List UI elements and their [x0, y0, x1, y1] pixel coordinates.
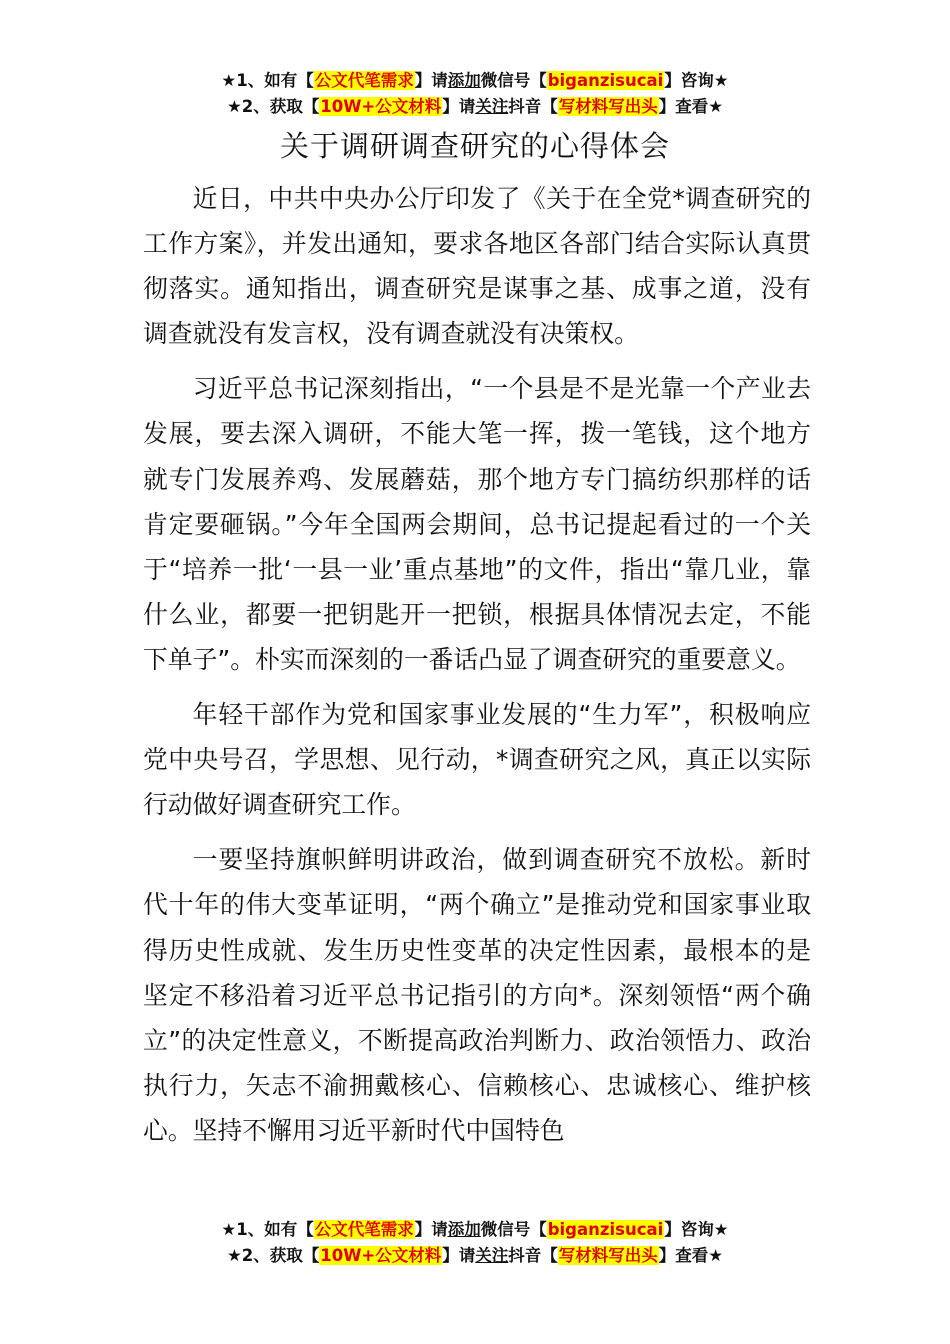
promo-line-2: ★2、获取【10W+公文材料】请关注抖音【写材料写出头】查看★ — [226, 97, 724, 116]
promo-highlight-wechat-id: biganzisucai — [547, 71, 664, 90]
promo-line-1: ★1、如有【公文代笔需求】请添加微信号【biganzisucai】咨询★ — [221, 1220, 729, 1239]
promo-highlight-materials: 10W+公文材料 — [320, 97, 442, 116]
paragraph: 一要坚持旗帜鲜明讲政治，做到调查研究不放松。新时代十年的伟大变革证明，“两个确立”是推动党和国家事业取得历史性成就、发生历史性变革的决定性因素，最根本的是坚定不移沿着习近平总书记指引的方向*。深刻领悟“两个确立”的决定性意义，不断提高政治判断力、政治领悟力、政治执行力，矢志不渝拥戴核心、信赖核心、忠诚核心、维护核心。坚持不懈用习近平新时代中国特色 — [143, 845, 811, 1145]
promo-highlight-wechat-id: biganzisucai — [547, 1220, 664, 1239]
promo-highlight-materials: 10W+公文材料 — [320, 1246, 442, 1265]
promo-highlight-service: 公文代笔需求 — [314, 1220, 414, 1239]
promo-line-1: ★1、如有【公文代笔需求】请添加微信号【biganzisucai】咨询★ — [221, 71, 729, 90]
promo-line-2: ★2、获取【10W+公文材料】请关注抖音【写材料写出头】查看★ — [226, 1246, 724, 1265]
promo-header — [0, 68, 950, 120]
promo-footer — [0, 1217, 950, 1269]
promo-highlight-service: 公文代笔需求 — [314, 71, 414, 90]
document-title: 关于调研调查研究的心得体会 — [279, 129, 670, 163]
promo-highlight-douyin-id: 写材料写出头 — [558, 1246, 658, 1265]
document-body — [143, 176, 811, 1163]
promo-highlight-douyin-id: 写材料写出头 — [558, 97, 658, 116]
paragraph: 近日，中共中央办公厅印发了《关于在全党*调查研究的工作方案》，并发出通知，要求各地区各部门结合实际认真贯彻落实。通知指出，调查研究是谋事之基、成事之道，没有调查就没有发言权，没有调查就没有决策权。 — [143, 184, 811, 349]
paragraph: 年轻干部作为党和国家事业发展的“生力军”，积极响应党中央号召，学思想、见行动，*调查研究之风，真正以实际行动做好调查研究工作。 — [143, 700, 811, 820]
paragraph: 习近平总书记深刻指出，“一个县是不是光靠一个产业去发展，要去深入调研，不能大笔一挥，拨一笔钱，这个地方就专门发展养鸡、发展蘑菇，那个地方专门搞纺织那样的话肯定要砸锅。”今年全国两会期间，总书记提起看过的一个关于“培养一批‘一县一业’重点基地”的文件，指出“靠几业，靠什么业，都要一把钥匙开一把锁，根据具体情况去定，不能下单子”。朴实而深刻的一番话凸显了调查研究的重要意义。 — [143, 374, 811, 674]
